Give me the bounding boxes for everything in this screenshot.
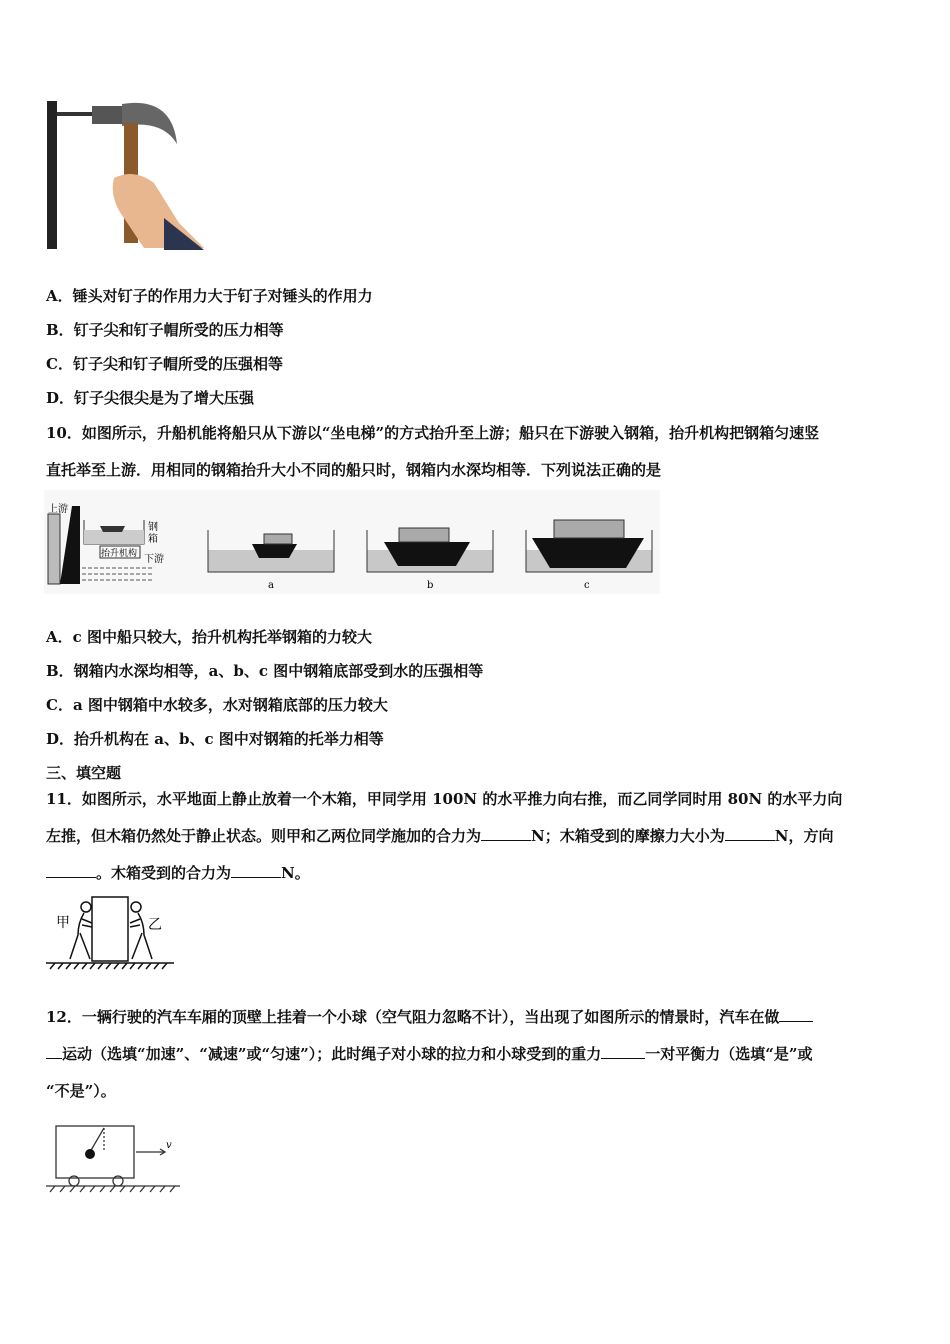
q10-option-a: A．c 图中船只较大，抬升机构托举钢箱的力较大 bbox=[46, 628, 372, 646]
ship-lift-figure bbox=[44, 490, 660, 594]
q11-text: 。木箱受到的合力为 bbox=[96, 864, 232, 882]
q9-option-d: D．钉子尖很尖是为了增大压强 bbox=[46, 389, 255, 407]
car-pendulum-figure bbox=[44, 1118, 184, 1194]
answer-blank[interactable] bbox=[601, 1044, 645, 1059]
label-downstream: 下游 bbox=[144, 554, 164, 565]
q10-stem-line2: 直托举至上游．用相同的钢箱抬升大小不同的船只时，钢箱内水深均相等．下列说法正确的是 bbox=[46, 461, 662, 479]
answer-blank[interactable] bbox=[779, 1007, 813, 1022]
hammer-nail-figure bbox=[44, 98, 214, 253]
push-box-figure bbox=[44, 893, 179, 971]
q11-text: 左推，但木箱仍然处于静止状态。则甲和乙两位同学施加的合力为 bbox=[46, 827, 482, 845]
q12-line3: “不是”）。 bbox=[46, 1082, 116, 1100]
label-yi: 乙 bbox=[148, 917, 162, 933]
q10-option-d: D．抬升机构在 a、b、c 图中对钢箱的托举力相等 bbox=[46, 730, 384, 748]
q10-option-c: C．a 图中钢箱中水较多，水对钢箱底部的压力较大 bbox=[46, 696, 388, 714]
q9-option-a: A．锤头对钉子的作用力大于钉子对锤头的作用力 bbox=[46, 287, 373, 305]
q12-line2 bbox=[46, 1044, 813, 1064]
answer-blank[interactable] bbox=[481, 826, 531, 841]
answer-blank[interactable] bbox=[46, 1044, 62, 1059]
answer-blank[interactable] bbox=[231, 863, 281, 878]
label-velocity: v bbox=[166, 1140, 172, 1151]
q12-text: 一对平衡力（选填“是”或 bbox=[645, 1045, 813, 1063]
q10-stem-line1: 10．如图所示，升船机能将船只从下游以“坐电梯”的方式抬升至上游；船只在下游驶入钢箱，抬升机构把钢箱匀速竖 bbox=[46, 424, 820, 442]
label-jia: 甲 bbox=[56, 915, 70, 931]
q11-text: N。 bbox=[281, 864, 310, 882]
answer-blank[interactable] bbox=[46, 863, 96, 878]
label-lift: 抬升机构 bbox=[101, 549, 138, 559]
q11-line2 bbox=[46, 826, 833, 846]
q11-text: N，方向 bbox=[774, 827, 834, 845]
q11-line3 bbox=[46, 863, 310, 883]
section-heading-fill-blank: 三、填空题 bbox=[46, 764, 122, 782]
q9-option-b: B．钉子尖和钉子帽所受的压力相等 bbox=[46, 321, 284, 339]
q11-text: N；木箱受到的摩擦力大小为 bbox=[531, 827, 725, 845]
label-c: c bbox=[584, 580, 590, 591]
label-box1: 钢 bbox=[148, 522, 158, 533]
q9-option-c: C．钉子尖和钉子帽所受的压强相等 bbox=[46, 355, 283, 373]
q11-line1: 11．如图所示，水平地面上静止放着一个木箱，甲同学用 100N 的水平推力向右推，而乙同学同时用 80N 的水平力向 bbox=[46, 790, 843, 808]
label-b: b bbox=[427, 580, 434, 591]
q10-option-b: B．钢箱内水深均相等，a、b、c 图中钢箱底部受到水的压强相等 bbox=[46, 662, 484, 680]
q12-text: 运动（选填“加速”、“减速”或“匀速”）；此时绳子对小球的拉力和小球受到的重力 bbox=[62, 1045, 602, 1063]
ball bbox=[85, 1149, 95, 1159]
label-box2: 箱 bbox=[148, 534, 158, 545]
q12-text: 12．一辆行驶的汽车车厢的顶壁上挂着一个小球（空气阻力忽略不计），当出现了如图所示的情景时，汽车在做 bbox=[46, 1008, 780, 1026]
q12-line1 bbox=[46, 1007, 813, 1027]
label-upstream: 上游 bbox=[48, 504, 68, 515]
answer-blank[interactable] bbox=[725, 826, 775, 841]
label-a: a bbox=[268, 580, 274, 591]
